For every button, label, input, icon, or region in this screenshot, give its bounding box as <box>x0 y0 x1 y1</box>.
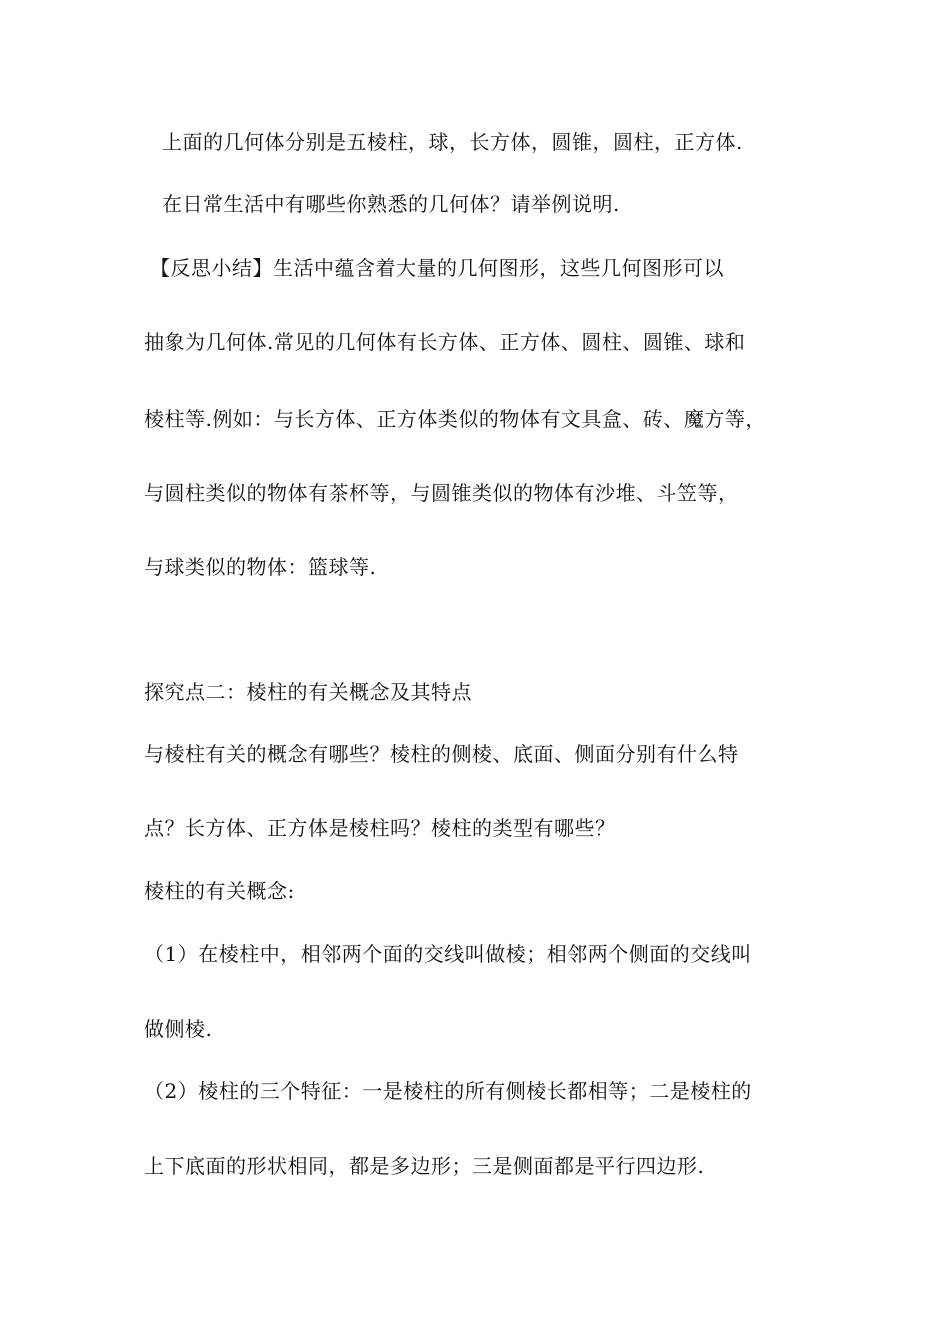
summary-line-2: 抽象为几何体.常见的几何体有长方体、正方体、圆柱、圆锥、球和 <box>144 330 746 354</box>
item-2-line-1: （2）棱柱的三个特征：一是棱柱的所有侧棱长都相等；二是棱柱的 <box>144 1079 752 1103</box>
question-line-2: 点？长方体、正方体是棱柱吗？棱柱的类型有哪些？ <box>144 816 616 840</box>
item-1-line-1: （1）在棱柱中，相邻两个面的交线叫做棱；相邻两个侧面的交线叫 <box>144 942 752 966</box>
paragraph-daily-life-question: 在日常生活中有哪些你熟悉的几何体？请举例说明. <box>162 192 620 216</box>
paragraph-solids-list: 上面的几何体分别是五棱柱，球，长方体，圆锥，圆柱，正方体. <box>162 130 743 154</box>
summary-line-4: 与圆柱类似的物体有茶杯等，与圆锥类似的物体有沙堆、斗笠等， <box>144 481 739 505</box>
summary-line-5: 与球类似的物体：篮球等. <box>144 555 377 579</box>
section-title: 探究点二：棱柱的有关概念及其特点 <box>144 680 472 704</box>
item-2-line-2: 上下底面的形状相同，都是多边形；三是侧面都是平行四边形. <box>144 1154 705 1178</box>
summary-line-1: 【反思小结】生活中蕴含着大量的几何图形，这些几何图形可以 <box>150 256 724 280</box>
item-1-line-2: 做侧棱. <box>144 1017 213 1041</box>
concepts-heading: 棱柱的有关概念: <box>144 879 295 903</box>
question-line-1: 与棱柱有关的概念有哪些？棱柱的侧棱、底面、侧面分别有什么特 <box>144 742 739 766</box>
summary-line-3: 棱柱等.例如：与长方体、正方体类似的物体有文具盒、砖、魔方等， <box>144 407 766 431</box>
